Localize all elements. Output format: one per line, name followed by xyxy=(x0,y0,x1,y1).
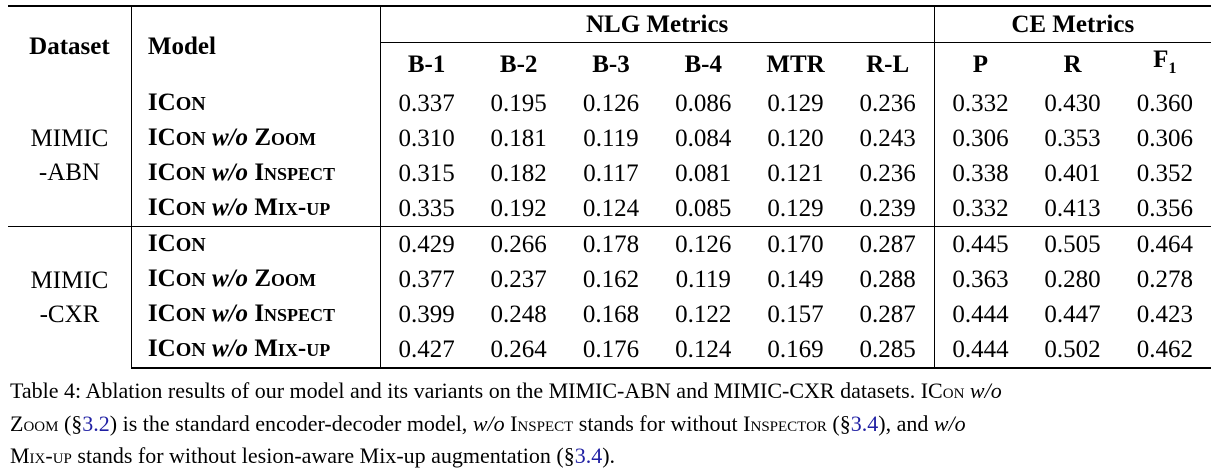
model-component-inspect: Inspect xyxy=(254,159,336,186)
caption-text-7: stands for without lesion-aware Mix-up augmentation (§ xyxy=(71,443,575,468)
caption-wo-1: w/o xyxy=(969,378,1002,403)
model-name-ic: IC xyxy=(147,335,176,362)
metric-value: 0.332 xyxy=(952,194,1009,222)
metric-value: 0.129 xyxy=(767,194,824,222)
metric-value: 0.280 xyxy=(1044,265,1101,293)
header-mtr: MTR xyxy=(749,43,841,87)
model-component-zoom: Zoom xyxy=(254,124,316,151)
table-row xyxy=(8,121,1211,156)
header-ce-metrics: CE Metrics xyxy=(934,6,1211,43)
metric-value: 0.181 xyxy=(490,124,547,152)
metric-value: 0.081 xyxy=(675,159,732,187)
model-name-on: ON xyxy=(175,93,206,115)
model-name-on: ON xyxy=(175,128,206,150)
table-row xyxy=(8,156,1211,191)
metric-value: 0.288 xyxy=(842,262,934,297)
caption-mixup: Mix-up xyxy=(10,443,72,468)
header-b3: B-3 xyxy=(565,43,657,87)
metric-value: 0.126 xyxy=(582,89,640,117)
metric-value: 0.178 xyxy=(565,227,657,263)
model-component-mixup: Mix-up xyxy=(254,335,331,362)
model-name-on: ON xyxy=(175,304,206,326)
header-b4: B-4 xyxy=(657,43,749,87)
metric-value: 0.170 xyxy=(749,227,841,263)
model-name-ic: IC xyxy=(147,230,176,257)
metric-value: 0.248 xyxy=(490,300,547,328)
header-b1: B-1 xyxy=(380,43,472,87)
metric-value: 0.176 xyxy=(565,332,657,368)
metric-value: 0.338 xyxy=(952,159,1009,187)
model-name-icon xyxy=(148,335,206,362)
metric-value: 0.120 xyxy=(767,124,824,152)
dataset-name-line1: MIMIC xyxy=(30,266,109,294)
model-name-ic: IC xyxy=(147,159,176,186)
metric-value: 0.401 xyxy=(1044,159,1101,187)
model-name xyxy=(131,227,380,263)
metric-value: 0.237 xyxy=(490,265,547,293)
model-name xyxy=(131,86,380,121)
metric-value: 0.192 xyxy=(490,194,547,222)
header-nlg-metrics: NLG Metrics xyxy=(380,6,934,43)
ablation-results-table xyxy=(8,5,1211,369)
metric-value: 0.124 xyxy=(582,194,640,222)
model-name-icon xyxy=(148,194,206,221)
metric-value: 0.119 xyxy=(675,265,731,293)
metric-value: 0.444 xyxy=(934,332,1026,368)
header-f1-letter: F xyxy=(1153,46,1169,73)
header-model: Model xyxy=(131,6,380,86)
metric-value: 0.195 xyxy=(490,89,547,117)
metric-value: 0.427 xyxy=(380,332,472,368)
metric-value: 0.266 xyxy=(473,227,565,263)
metric-value: 0.157 xyxy=(767,300,824,328)
model-component-inspect: Inspect xyxy=(254,300,336,327)
caption-inspector-rest: nspector xyxy=(750,410,827,436)
dataset-name xyxy=(8,227,131,369)
caption-text-2: (§ xyxy=(58,410,83,436)
model-wo: w/o xyxy=(211,124,249,151)
metric-value: 0.462 xyxy=(1119,332,1211,368)
table-row xyxy=(8,332,1211,368)
model-name-ic: IC xyxy=(147,265,176,292)
table-row xyxy=(8,86,1211,121)
table-row xyxy=(8,227,1211,263)
metric-value: 0.236 xyxy=(842,86,934,121)
model-name-icon xyxy=(148,230,206,257)
metric-value: 0.117 xyxy=(583,159,639,187)
metric-value: 0.423 xyxy=(1136,300,1193,328)
model-component-mixup: Mix-up xyxy=(254,194,331,221)
metric-value: 0.086 xyxy=(675,89,732,117)
caption-text-8: ). xyxy=(602,443,616,468)
model-name xyxy=(131,156,380,191)
header-f1-subscript: 1 xyxy=(1168,60,1177,77)
model-name xyxy=(131,332,380,368)
caption-ref-3-2[interactable]: 3.2 xyxy=(82,410,110,436)
metric-value: 0.122 xyxy=(675,300,732,328)
header-b2: B-2 xyxy=(473,43,565,87)
metric-value: 0.285 xyxy=(842,332,934,368)
table-row xyxy=(8,191,1211,227)
model-name-ic: IC xyxy=(147,89,176,116)
metric-value: 0.363 xyxy=(952,265,1009,293)
metric-value: 0.352 xyxy=(1136,159,1193,187)
model-name-on: ON xyxy=(175,339,206,361)
metric-value: 0.084 xyxy=(675,124,732,152)
metric-value: 0.169 xyxy=(749,332,841,368)
dataset-name xyxy=(8,86,131,227)
metric-value: 0.239 xyxy=(842,191,934,227)
model-name xyxy=(131,121,380,156)
metric-value: 0.335 xyxy=(398,194,455,222)
header-rl: R-L xyxy=(842,43,934,87)
metric-value: 0.310 xyxy=(398,124,455,152)
header-p: P xyxy=(934,43,1026,87)
caption-inspect: Inspect xyxy=(510,410,574,436)
table-row xyxy=(8,262,1211,297)
model-name-on: ON xyxy=(175,234,206,256)
metric-value: 0.429 xyxy=(380,227,472,263)
dataset-name-line1: MIMIC xyxy=(30,125,109,152)
metric-value: 0.085 xyxy=(675,194,732,222)
metric-value: 0.129 xyxy=(767,89,824,117)
metric-value: 0.505 xyxy=(1026,227,1118,263)
caption-text-6: ), and xyxy=(878,410,934,436)
model-name xyxy=(131,191,380,227)
dataset-name-line2: -CXR xyxy=(39,300,100,328)
metric-value: 0.168 xyxy=(582,300,640,328)
metric-value: 0.119 xyxy=(583,124,639,152)
model-name-icon xyxy=(148,265,206,292)
metric-value: 0.332 xyxy=(952,89,1009,117)
model-wo: w/o xyxy=(211,335,249,362)
model-name-icon xyxy=(148,159,206,186)
metric-value: 0.162 xyxy=(582,265,640,293)
metric-value: 0.278 xyxy=(1136,265,1193,293)
metric-value: 0.399 xyxy=(398,300,455,328)
metric-value: 0.430 xyxy=(1044,89,1101,117)
metric-value: 0.126 xyxy=(657,227,749,263)
caption-icon-name-rest: on xyxy=(942,378,965,403)
model-name-icon xyxy=(148,124,206,151)
header-f1 xyxy=(1119,43,1211,87)
model-name-on: ON xyxy=(175,163,206,185)
metric-value: 0.149 xyxy=(767,265,824,293)
caption-wo-2: w/o xyxy=(472,410,505,436)
table-caption xyxy=(10,375,1210,473)
model-wo: w/o xyxy=(211,300,249,327)
caption-zoom: Zoom xyxy=(10,410,59,436)
metric-value: 0.315 xyxy=(398,159,455,187)
model-name-on: ON xyxy=(175,269,206,291)
model-name-ic: IC xyxy=(147,124,176,151)
metric-value: 0.353 xyxy=(1044,124,1101,152)
metric-value: 0.124 xyxy=(657,332,749,368)
metric-value: 0.413 xyxy=(1044,194,1101,222)
model-name xyxy=(131,297,380,332)
caption-ref-3-4-a[interactable]: 3.4 xyxy=(850,410,879,436)
model-wo: w/o xyxy=(211,194,249,221)
metric-value: 0.264 xyxy=(473,332,565,368)
table-body xyxy=(8,86,1211,368)
dataset-name-line2: -ABN xyxy=(38,159,100,186)
caption-text-4: stands for without I xyxy=(573,410,751,436)
metric-value: 0.182 xyxy=(490,159,547,187)
metric-value: 0.287 xyxy=(842,227,934,263)
caption-text-3: ) is the standard encoder-decoder model, xyxy=(109,410,473,436)
metric-value: 0.306 xyxy=(952,124,1009,152)
model-name xyxy=(131,262,380,297)
metric-value: 0.337 xyxy=(398,89,455,117)
metric-value: 0.360 xyxy=(1136,89,1193,117)
caption-text-1: Table 4: Ablation results of our model and its variants on the MIMIC-ABN and MIMIC-CXR datasets. IC xyxy=(10,378,943,403)
model-name-icon xyxy=(148,89,206,116)
model-name-ic: IC xyxy=(147,194,176,221)
metric-value: 0.445 xyxy=(934,227,1026,263)
metric-value: 0.121 xyxy=(767,159,824,187)
model-wo: w/o xyxy=(211,265,249,292)
metric-value: 0.444 xyxy=(952,300,1009,328)
metric-value: 0.502 xyxy=(1026,332,1118,368)
caption-wo-3: w/o xyxy=(933,410,966,436)
metric-value: 0.243 xyxy=(842,121,934,156)
metric-value: 0.464 xyxy=(1119,227,1211,263)
table-row xyxy=(8,297,1211,332)
metric-value: 0.377 xyxy=(398,265,455,293)
metric-value: 0.287 xyxy=(842,297,934,332)
metric-value: 0.306 xyxy=(1136,124,1193,152)
metric-value: 0.236 xyxy=(842,156,934,191)
metric-value: 0.447 xyxy=(1044,300,1101,328)
metric-value: 0.356 xyxy=(1136,194,1193,222)
model-name-on: ON xyxy=(175,198,206,220)
model-component-zoom: Zoom xyxy=(254,265,316,292)
header-r: R xyxy=(1026,43,1118,87)
header-dataset: Dataset xyxy=(8,6,131,86)
model-name-icon xyxy=(148,300,206,327)
caption-text-5: (§ xyxy=(826,410,851,436)
model-wo: w/o xyxy=(211,159,249,186)
model-name-ic: IC xyxy=(147,300,176,327)
caption-ref-3-4-b[interactable]: 3.4 xyxy=(574,443,603,468)
